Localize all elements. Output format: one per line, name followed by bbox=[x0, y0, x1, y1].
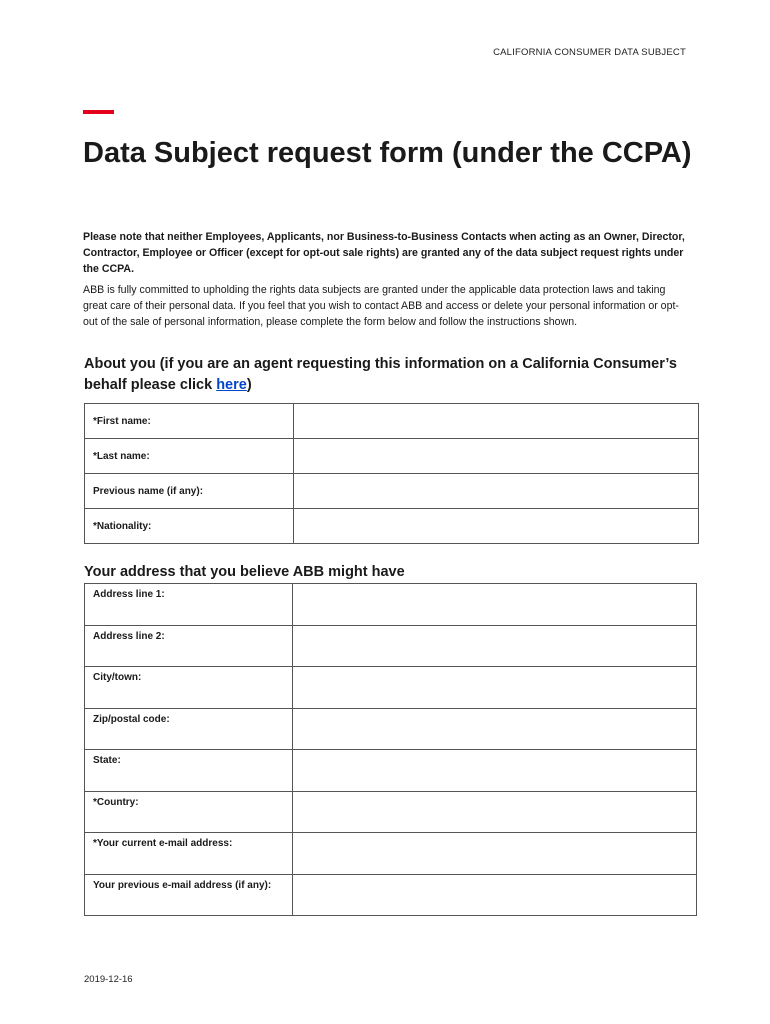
field-label: *First name: bbox=[85, 404, 294, 439]
field-label: Zip/postal code: bbox=[85, 709, 293, 750]
document-date: 2019-12-16 bbox=[84, 974, 133, 985]
document-header-label: CALIFORNIA CONSUMER DATA SUBJECT bbox=[493, 47, 686, 58]
field-label: Address line 1: bbox=[85, 584, 293, 626]
table-row bbox=[85, 584, 697, 626]
about-you-heading-suffix: ) bbox=[246, 377, 252, 393]
table-row bbox=[85, 439, 699, 474]
table-row bbox=[85, 709, 697, 750]
notice-paragraph: Please note that neither Employees, Applicants, nor Business-to-Business Contacts when acting as an Owner, Director, Contractor, Employee or Officer (except for opt-out sale rights) are granted any of the data subject request rights under the CCPA. bbox=[83, 231, 685, 275]
about-you-heading bbox=[84, 354, 684, 396]
table-row bbox=[85, 875, 697, 916]
intro-paragraph: ABB is fully committed to upholding the rights data subjects are granted under the applicable data protection laws and taking great care of their personal data. If you feel that you wish to contact ABB and access or delete your personal information or opt-out of the sale of personal information, please complete the form below and follow the instructions shown. bbox=[83, 284, 679, 328]
field-label: *Last name: bbox=[85, 439, 294, 474]
address-line-1-field[interactable] bbox=[293, 584, 697, 626]
field-label: *Nationality: bbox=[85, 509, 294, 544]
city-town-field[interactable] bbox=[293, 667, 697, 709]
field-label: Previous name (if any): bbox=[85, 474, 294, 509]
agent-request-link[interactable]: here bbox=[216, 377, 247, 393]
country-field[interactable] bbox=[293, 792, 697, 833]
field-label: *Country: bbox=[85, 792, 293, 833]
page-title: Data Subject request form (under the CCPA) bbox=[83, 137, 692, 169]
last-name-field[interactable] bbox=[294, 439, 699, 474]
address-line-2-field[interactable] bbox=[293, 626, 697, 667]
table-row bbox=[85, 626, 697, 667]
first-name-field[interactable] bbox=[294, 404, 699, 439]
field-label: City/town: bbox=[85, 667, 293, 709]
table-row bbox=[85, 404, 699, 439]
field-label: *Your current e-mail address: bbox=[85, 833, 293, 875]
table-row bbox=[85, 750, 697, 792]
address-table bbox=[84, 583, 697, 916]
table-row bbox=[85, 792, 697, 833]
previous-email-field[interactable] bbox=[293, 875, 697, 916]
table-row bbox=[85, 509, 699, 544]
current-email-field[interactable] bbox=[293, 833, 697, 875]
field-label: Address line 2: bbox=[85, 626, 293, 667]
address-heading: Your address that you believe ABB might have bbox=[84, 564, 405, 580]
field-label: State: bbox=[85, 750, 293, 792]
about-you-heading-text: About you (if you are an agent requesting this information on a California Consumer’s behalf please click bbox=[84, 356, 677, 393]
zip-postal-code-field[interactable] bbox=[293, 709, 697, 750]
table-row bbox=[85, 833, 697, 875]
table-row bbox=[85, 474, 699, 509]
nationality-field[interactable] bbox=[294, 509, 699, 544]
accent-bar bbox=[83, 110, 114, 114]
state-field[interactable] bbox=[293, 750, 697, 792]
field-label: Your previous e-mail address (if any): bbox=[85, 875, 293, 916]
about-you-table bbox=[84, 403, 699, 544]
previous-name-field[interactable] bbox=[294, 474, 699, 509]
table-row bbox=[85, 667, 697, 709]
